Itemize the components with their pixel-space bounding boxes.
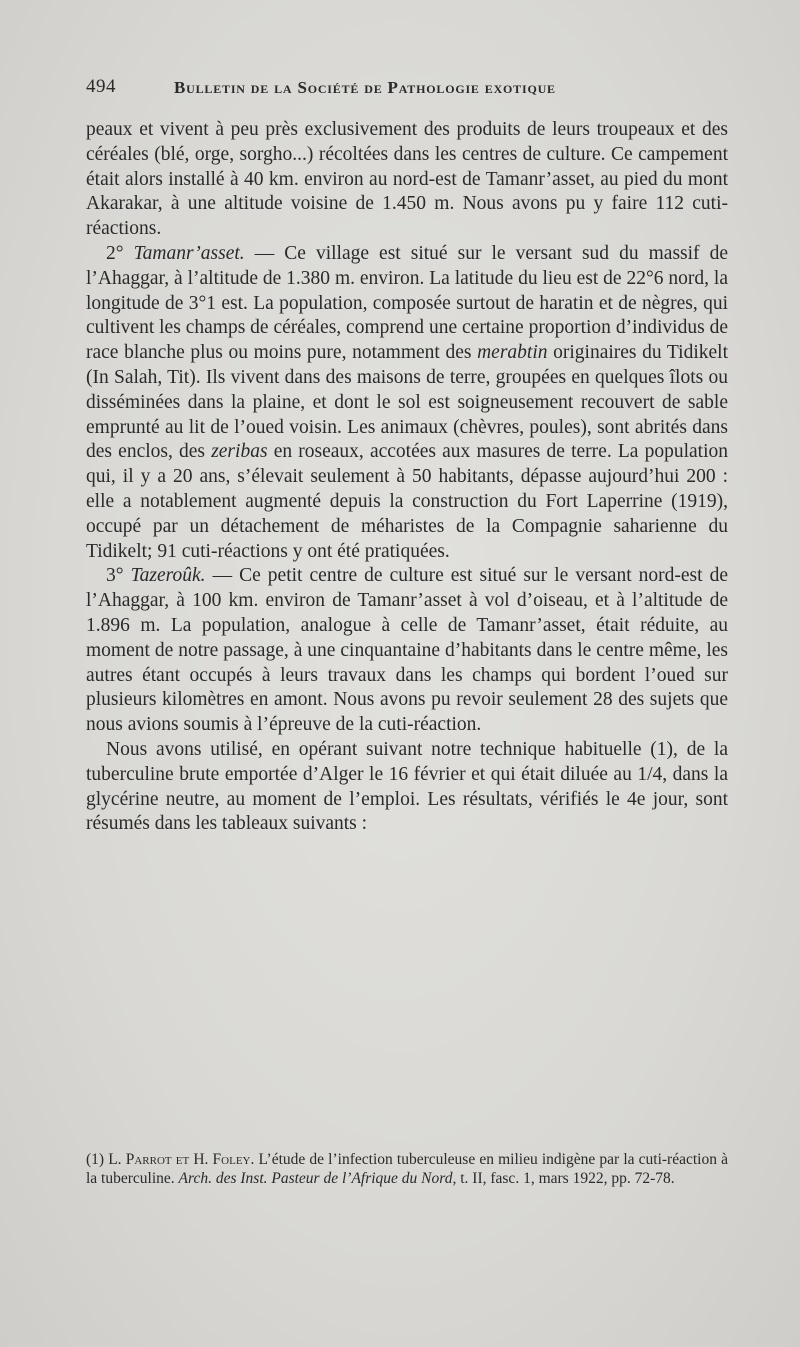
paragraph-3-text: — Ce petit centre de culture est situé sur le versant nord-est de l’Ahaggar, à 100 km. environ de Tamanr’asset à vol d’oiseau, et à l’altitude de 1.896 m. La population, analogue à celle de Tamanr’asset, était réduite, au moment de notre passage, à une cinquantaine d’habitants dans le centre même, les autres étant occupés à leurs travaux dans les champs qui bordent l’oued sur plusieurs kilomètres en amont. Nous avons pu revoir seulement 28 des sujets que nous avions soumis à l’épreuve de la cuti-réaction. [86,565,728,736]
italic-term: merabtin [477,342,548,364]
paragraph-2-text: — Ce village est situé sur le versant sud du massif de l’Ahaggar, à l’altitude de 1.380 m. environ. La latitude du lieu est de 22°6 nord, la longitude de 3°1 est. La population, composée surtout de haratin et de nègres, qui cultivent les champs de céréales, comprend une certaine proportion d’individus de race blanche plus ou moins pure, notamment des [86,242,728,364]
footnote-marker: (1) [86,1151,109,1168]
paragraph-4 [86,738,728,837]
paragraph-2 [86,242,728,564]
paragraph-3 [86,564,728,738]
body-text [86,118,728,837]
section-title: Tazeroûk. [130,565,206,587]
paragraph-1 [86,118,728,242]
footnote-authors: L. Parrot et H. Foley. [108,1151,255,1168]
page-number: 494 [86,76,116,97]
footnote [86,1150,728,1188]
section-title: Tamanr’asset. [133,242,245,264]
footnote-tail: t. II, fasc. 1, mars 1922, pp. 72-78. [456,1170,675,1187]
paragraph-4-text: Nous avons utilisé, en opérant suivant notre technique habituelle (1), de la tuberculine brute emportée d’Alger le 16 février et qui était diluée au 1/4, dans la glycérine neutre, au moment de l’emploi. Les résultats, vérifiés le 4e jour, sont résumés dans les tableaux suivants : [86,738,728,835]
italic-term: zeribas [211,441,268,463]
section-number: 3° [106,565,131,587]
paragraph-2-text-b: originaires du Tidikelt (In Salah, Tit). Ils vivent dans des maisons de terre, groupées en quelques îlots ou disséminées dans la plaine, et dont le sol est soigneusement recouvert de sable emprunté au lit de l’oued voisin. Les animaux (chèvres, poules), sont abrités dans des enclos, des [86,342,728,463]
paragraph-2-text-c: en roseaux, accotées aux masures de terre. La population qui, il y a 20 ans, s’élevait seulement à 50 habitants, dépasse aujourd’hui 200 : elle a notablement augmenté depuis la construction du Fort Laperrine (1919), occupé par un détachement de méharistes de la Compagnie saharienne du Tidikelt; 91 cuti-réactions y ont été pratiquées. [86,441,728,562]
footnote-journal: Arch. des Inst. Pasteur de l’Afrique du Nord, [178,1170,457,1187]
page-header [86,76,726,106]
section-number: 2° [106,242,134,264]
running-title: Bulletin de la Société de Pathologie exotique [174,78,556,97]
footnote-text: L’étude de l’infection tuberculeuse en milieu indigène par la cuti-réaction à la tuberculine. [86,1151,728,1187]
paragraph-1-text: peaux et vivent à peu près exclusivement des produits de leurs troupeaux et des céréales (blé, orge, sorgho...) récoltées dans les centres de culture. Ce campement était alors installé à 40 km. environ au nord-est de Tamanr’asset, au pied du mont Akarakar, à une altitude voisine de 1.450 m. Nous avons pu y faire 112 cuti-réactions. [86,119,728,240]
